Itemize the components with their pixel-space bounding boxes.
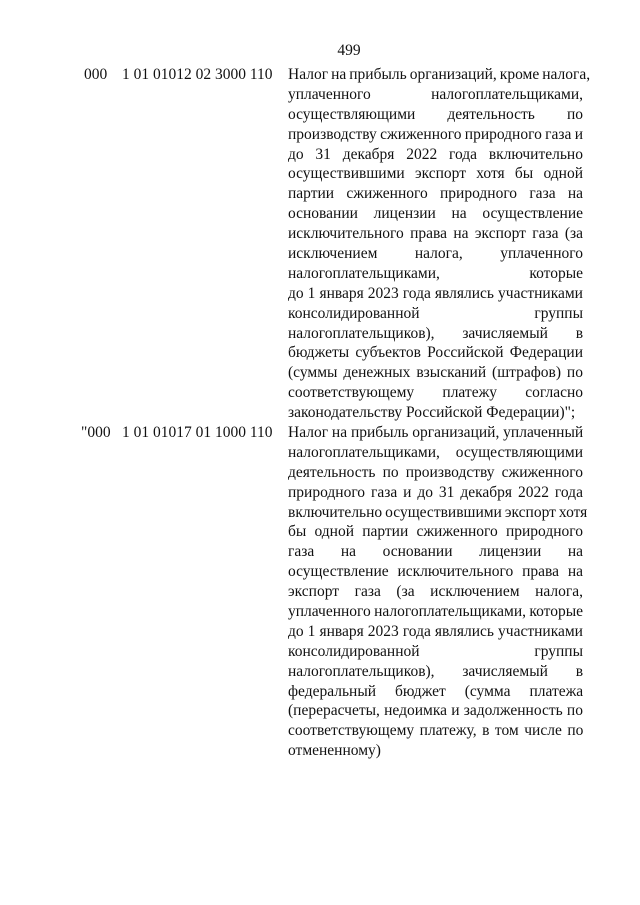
admin-code: "000 (81, 424, 111, 441)
description-line: включительно осуществившими экспорт хотя (288, 503, 588, 521)
description-line: осуществляющими деятельность по (288, 105, 583, 123)
description-line: отмененному) (288, 742, 381, 760)
description-line: налогоплательщиками, осуществляющими (288, 443, 583, 461)
description-line: соответствующему платежу согласно (288, 384, 584, 402)
description-line: осуществившими экспорт хотя бы одной (288, 165, 583, 183)
description-line: исключением налога, уплаченного (288, 245, 583, 263)
description-line: экспорт газа (за исключением налога, (288, 583, 584, 601)
description-line: деятельность по производству сжиженного (288, 463, 583, 481)
description-line: (суммы денежных взысканий (штрафов) по (288, 364, 583, 382)
description-line: производству сжиженного природного газа и (288, 125, 583, 143)
description-line: бюджеты субъектов Российской Федерации (288, 344, 583, 362)
description-line: газа на основании лицензии на (288, 543, 584, 561)
budget-classification-code: 1 01 01017 01 1000 110 (122, 424, 273, 441)
description-line: бы одной партии сжиженного природного (288, 523, 584, 541)
description-line: консолидированной группы (288, 304, 584, 322)
description-line: налогоплательщиками, которые (288, 264, 583, 282)
description-line: (перерасчеты, недоимка и задолженность по (288, 702, 583, 720)
code-description (288, 65, 591, 423)
description-line: партии сжиженного природного газа на (288, 185, 584, 203)
description-line: Налог на прибыль организаций, уплаченный (288, 424, 584, 441)
admin-code: 000 (84, 66, 108, 83)
description-line: до 1 января 2023 года являлись участниками (288, 622, 583, 640)
description-line: федеральный бюджет (сумма платежа (288, 682, 584, 700)
description-line: консолидированной группы (288, 642, 584, 660)
budget-classification-code: 1 01 01012 02 3000 110 (122, 66, 273, 83)
description-line: налогоплательщиков), зачисляемый в (288, 662, 584, 680)
description-line: налогоплательщиков), зачисляемый в (288, 324, 584, 342)
description-line: основании лицензии на осуществление (288, 205, 583, 223)
page-number: 499 (337, 42, 361, 59)
description-line: природного газа и до 31 декабря 2022 года (288, 483, 583, 501)
description-line: до 1 января 2023 года являлись участниками (288, 284, 583, 302)
description-line: законодательству Российской Федерации)"; (288, 404, 576, 422)
description-line: уплаченного налогоплательщиками, которые (288, 603, 583, 621)
description-line: соответствующему платежу, в том числе по (288, 722, 584, 740)
description-line: исключительного права на экспорт газа (за (288, 225, 584, 243)
description-line: Налог на прибыль организаций, кроме налога, (288, 66, 591, 83)
code-description (288, 423, 588, 761)
description-line: осуществление исключительного права на (288, 563, 584, 581)
description-line: уплаченного налогоплательщиками, (288, 85, 583, 103)
description-line: до 31 декабря 2022 года включительно (288, 145, 583, 163)
